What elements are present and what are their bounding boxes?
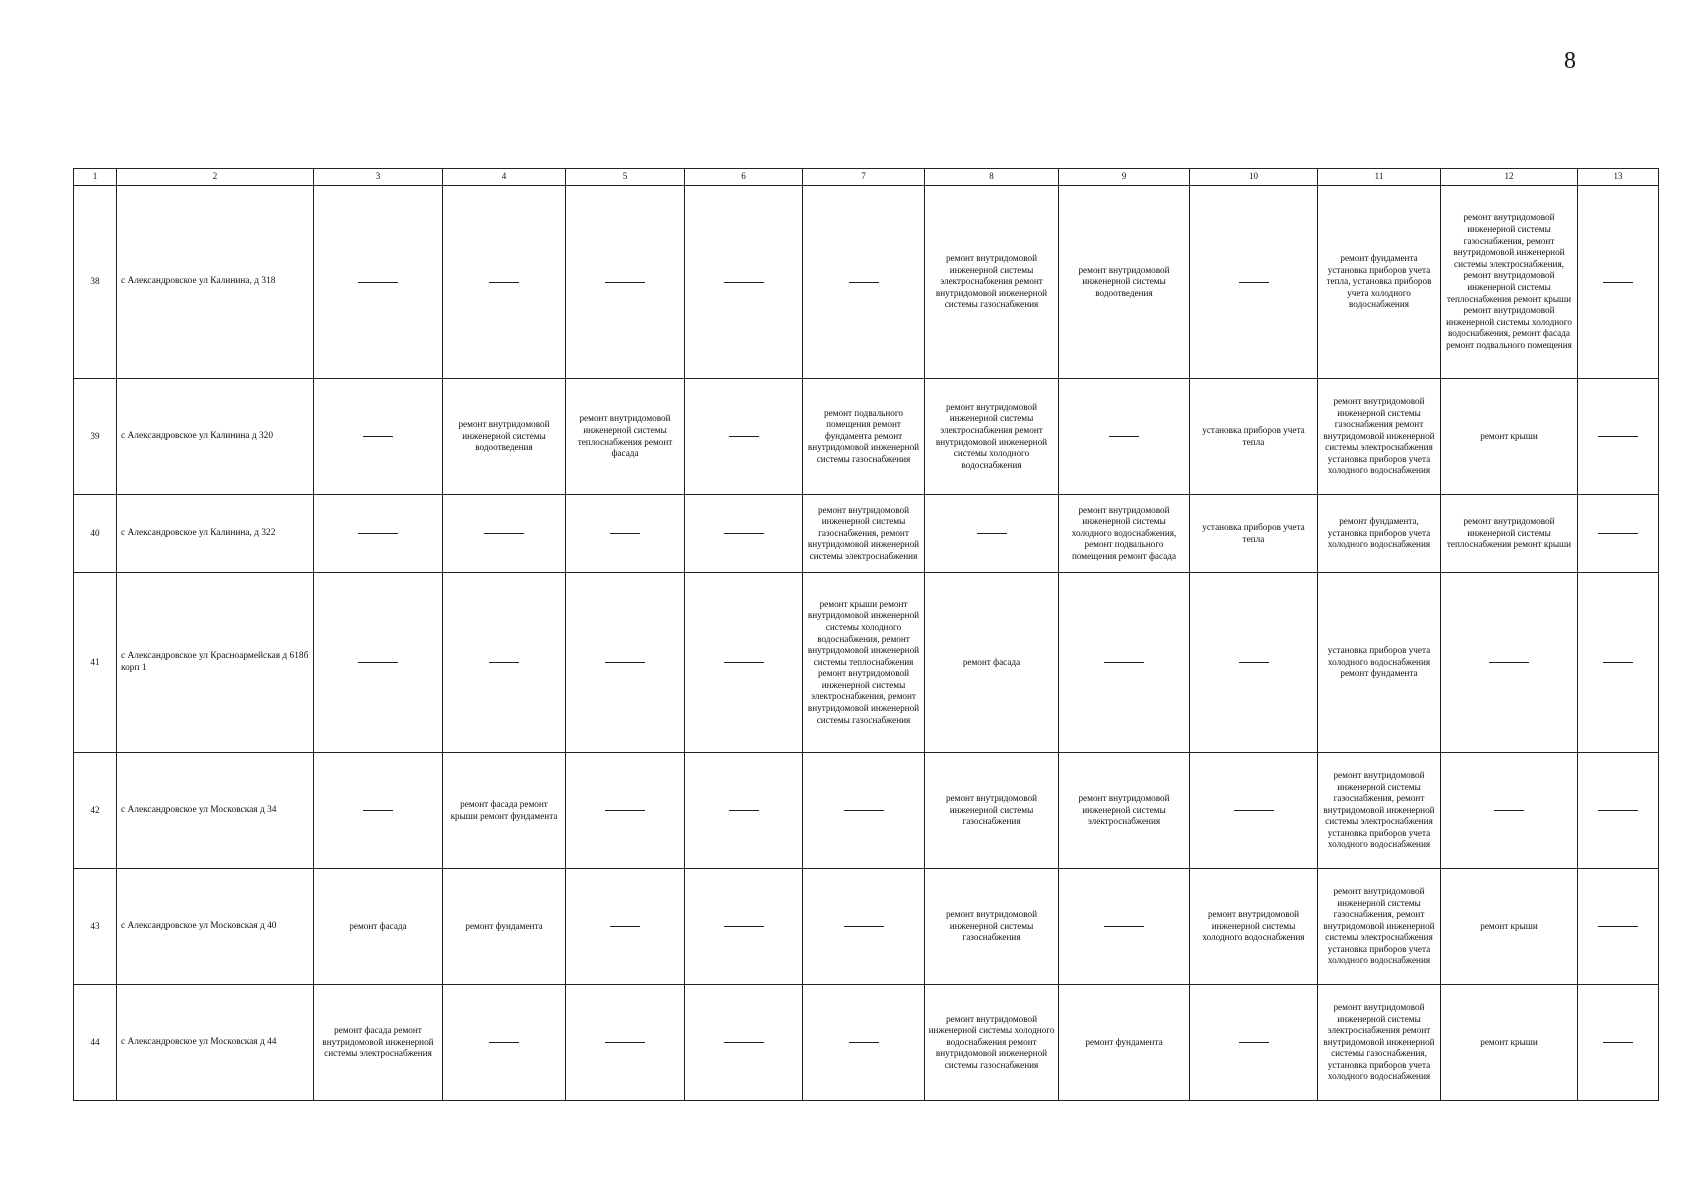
work-type-cell-col-8: ремонт внутридомовой инженерной системы холодного водоснабжения ремонт внутридомовой инженерной системы газоснабжения — [925, 985, 1059, 1101]
work-type-cell-col-8 — [925, 495, 1059, 573]
work-type-cell-col-3 — [314, 186, 443, 379]
dash-placeholder — [489, 282, 519, 283]
dash-placeholder — [363, 810, 393, 811]
column-number-11: 11 — [1318, 169, 1441, 186]
row-number-cell: 39 — [74, 379, 117, 495]
column-number-10: 10 — [1190, 169, 1318, 186]
dash-placeholder — [489, 662, 519, 663]
dash-placeholder — [358, 662, 398, 663]
dash-placeholder — [1598, 436, 1638, 437]
table-row — [74, 753, 1659, 869]
work-type-cell-col-4: ремонт внутридомовой инженерной системы водоотведения — [443, 379, 566, 495]
work-type-cell-col-12: ремонт крыши — [1441, 379, 1578, 495]
work-type-cell-col-10: установка приборов учета тепла — [1190, 379, 1318, 495]
column-number-12: 12 — [1441, 169, 1578, 186]
dash-placeholder — [1603, 1042, 1633, 1043]
work-type-cell-col-6 — [685, 869, 803, 985]
work-type-cell-col-3: ремонт фасада — [314, 869, 443, 985]
work-type-cell-col-10 — [1190, 573, 1318, 753]
dash-placeholder — [610, 926, 640, 927]
dash-placeholder — [1489, 662, 1529, 663]
work-type-cell-col-4: ремонт фасада ремонт крыши ремонт фундамента — [443, 753, 566, 869]
work-type-cell-col-7: ремонт крыши ремонт внутридомовой инженерной системы холодного водоснабжения, ремонт внутридомовой инженерной системы теплоснабжения ремонт внутридомовой инженерной системы электроснабжения, ремонт внутридомовой инженерной системы газоснабжения — [803, 573, 925, 753]
work-type-cell-col-11: ремонт внутридомовой инженерной системы газоснабжения, ремонт внутридомовой инженерной системы электроснабжения установка приборов учета холодного водоснабжения — [1318, 869, 1441, 985]
work-type-cell-col-12 — [1441, 753, 1578, 869]
work-type-cell-col-11: ремонт фундамента, установка приборов учета холодного водоснабжения — [1318, 495, 1441, 573]
address-cell: с Александровское ул Калинина д 320 — [117, 379, 314, 495]
row-number-cell: 41 — [74, 573, 117, 753]
work-type-cell-col-8: ремонт внутридомовой инженерной системы газоснабжения — [925, 753, 1059, 869]
work-type-cell-col-13 — [1578, 495, 1659, 573]
address-cell: с Александровское ул Московская д 40 — [117, 869, 314, 985]
dash-placeholder — [1234, 810, 1274, 811]
table-row — [74, 495, 1659, 573]
work-type-cell-col-5 — [566, 869, 685, 985]
address-cell: с Александровское ул Красноармейская д 618б корп 1 — [117, 573, 314, 753]
work-type-cell-col-7 — [803, 869, 925, 985]
work-type-cell-col-9: ремонт внутридомовой инженерной системы электроснабжения — [1059, 753, 1190, 869]
work-type-cell-col-5: ремонт внутридомовой инженерной системы теплоснабжения ремонт фасада — [566, 379, 685, 495]
work-type-cell-col-13 — [1578, 186, 1659, 379]
work-type-cell-col-8: ремонт внутридомовой инженерной системы электроснабжения ремонт внутридомовой инженерной системы холодного водоснабжения — [925, 379, 1059, 495]
dash-placeholder — [844, 810, 884, 811]
table-row — [74, 186, 1659, 379]
table-row — [74, 379, 1659, 495]
work-type-cell-col-9: ремонт внутридомовой инженерной системы водоотведения — [1059, 186, 1190, 379]
column-number-6: 6 — [685, 169, 803, 186]
column-number-8: 8 — [925, 169, 1059, 186]
row-number-cell: 38 — [74, 186, 117, 379]
work-type-cell-col-5 — [566, 495, 685, 573]
address-cell: с Александровское ул Калинина, д 318 — [117, 186, 314, 379]
dash-placeholder — [605, 810, 645, 811]
dash-placeholder — [1598, 533, 1638, 534]
repair-schedule-table — [73, 168, 1659, 1101]
work-type-cell-col-12: ремонт крыши — [1441, 869, 1578, 985]
work-type-cell-col-8: ремонт внутридомовой инженерной системы электроснабжения ремонт внутридомовой инженерной системы газоснабжения — [925, 186, 1059, 379]
work-type-cell-col-10 — [1190, 985, 1318, 1101]
dash-placeholder — [1598, 926, 1638, 927]
work-type-cell-col-6 — [685, 753, 803, 869]
work-type-cell-col-7 — [803, 186, 925, 379]
work-type-cell-col-4 — [443, 573, 566, 753]
work-type-cell-col-3 — [314, 573, 443, 753]
dash-placeholder — [849, 282, 879, 283]
dash-placeholder — [1104, 662, 1144, 663]
work-type-cell-col-9 — [1059, 379, 1190, 495]
column-number-header-row — [74, 169, 1659, 186]
column-number-13: 13 — [1578, 169, 1659, 186]
dash-placeholder — [1239, 282, 1269, 283]
column-number-2: 2 — [117, 169, 314, 186]
work-type-cell-col-7: ремонт внутридомовой инженерной системы газоснабжения, ремонт внутридомовой инженерной системы электроснабжения — [803, 495, 925, 573]
work-type-cell-col-8: ремонт внутридомовой инженерной системы газоснабжения — [925, 869, 1059, 985]
dash-placeholder — [358, 282, 398, 283]
dash-placeholder — [1598, 810, 1638, 811]
work-type-cell-col-9: ремонт фундамента — [1059, 985, 1190, 1101]
work-type-cell-col-13 — [1578, 573, 1659, 753]
dash-placeholder — [605, 282, 645, 283]
row-number-cell: 43 — [74, 869, 117, 985]
dash-placeholder — [1603, 662, 1633, 663]
table-row — [74, 869, 1659, 985]
column-number-9: 9 — [1059, 169, 1190, 186]
work-type-cell-col-13 — [1578, 753, 1659, 869]
dash-placeholder — [610, 533, 640, 534]
address-cell: с Александровское ул Калинина, д 322 — [117, 495, 314, 573]
work-type-cell-col-12: ремонт внутридомовой инженерной системы теплоснабжения ремонт крыши — [1441, 495, 1578, 573]
work-type-cell-col-13 — [1578, 379, 1659, 495]
work-type-cell-col-6 — [685, 186, 803, 379]
dash-placeholder — [724, 1042, 764, 1043]
table-row — [74, 985, 1659, 1101]
work-type-cell-col-10 — [1190, 753, 1318, 869]
work-type-cell-col-3: ремонт фасада ремонт внутридомовой инженерной системы электроснабжения — [314, 985, 443, 1101]
column-number-4: 4 — [443, 169, 566, 186]
work-type-cell-col-12: ремонт крыши — [1441, 985, 1578, 1101]
dash-placeholder — [724, 533, 764, 534]
work-type-cell-col-3 — [314, 379, 443, 495]
work-type-cell-col-12: ремонт внутридомовой инженерной системы газоснабжения, ремонт внутридомовой инженерной системы электроснабжения, ремонт внутридомовой инженерной системы теплоснабжения ремонт крыши ремонт внутридомовой инженерной системы холодного водоснабжения, ремонт фасада ремонт подвального помещения — [1441, 186, 1578, 379]
address-cell: с Александровское ул Московская д 44 — [117, 985, 314, 1101]
dash-placeholder — [849, 1042, 879, 1043]
dash-placeholder — [977, 533, 1007, 534]
dash-placeholder — [489, 1042, 519, 1043]
dash-placeholder — [844, 926, 884, 927]
work-type-cell-col-7 — [803, 753, 925, 869]
work-type-cell-col-6 — [685, 985, 803, 1101]
dash-placeholder — [1603, 282, 1633, 283]
work-type-cell-col-9: ремонт внутридомовой инженерной системы холодного водоснабжения, ремонт подвального помещения ремонт фасада — [1059, 495, 1190, 573]
work-type-cell-col-11: ремонт внутридомовой инженерной системы газоснабжения, ремонт внутридомовой инженерной системы электроснабжения установка приборов учета холодного водоснабжения — [1318, 753, 1441, 869]
dash-placeholder — [724, 926, 764, 927]
work-type-cell-col-6 — [685, 379, 803, 495]
work-type-cell-col-8: ремонт фасада — [925, 573, 1059, 753]
work-type-cell-col-13 — [1578, 869, 1659, 985]
dash-placeholder — [729, 436, 759, 437]
work-type-cell-col-3 — [314, 495, 443, 573]
address-cell: с Александровское ул Московская д 34 — [117, 753, 314, 869]
dash-placeholder — [1104, 926, 1144, 927]
work-type-cell-col-5 — [566, 186, 685, 379]
work-type-cell-col-9 — [1059, 573, 1190, 753]
row-number-cell: 42 — [74, 753, 117, 869]
work-type-cell-col-9 — [1059, 869, 1190, 985]
dash-placeholder — [724, 662, 764, 663]
work-type-cell-col-12 — [1441, 573, 1578, 753]
dash-placeholder — [1109, 436, 1139, 437]
dash-placeholder — [729, 810, 759, 811]
dash-placeholder — [484, 533, 524, 534]
work-type-cell-col-11: ремонт фундамента установка приборов учета тепла, установка приборов учета холодного водоснабжения — [1318, 186, 1441, 379]
work-type-cell-col-10: установка приборов учета тепла — [1190, 495, 1318, 573]
work-type-cell-col-5 — [566, 573, 685, 753]
work-type-cell-col-13 — [1578, 985, 1659, 1101]
dash-placeholder — [724, 282, 764, 283]
work-type-cell-col-4 — [443, 495, 566, 573]
table-row — [74, 573, 1659, 753]
dash-placeholder — [358, 533, 398, 534]
row-number-cell: 44 — [74, 985, 117, 1101]
work-type-cell-col-7 — [803, 985, 925, 1101]
work-type-cell-col-3 — [314, 753, 443, 869]
dash-placeholder — [1239, 662, 1269, 663]
column-number-3: 3 — [314, 169, 443, 186]
work-type-cell-col-6 — [685, 495, 803, 573]
work-type-cell-col-11: установка приборов учета холодного водоснабжения ремонт фундамента — [1318, 573, 1441, 753]
work-type-cell-col-11: ремонт внутридомовой инженерной системы электроснабжения ремонт внутридомовой инженерной системы газоснабжения, установка приборов учета холодного водоснабжения — [1318, 985, 1441, 1101]
work-type-cell-col-6 — [685, 573, 803, 753]
work-type-cell-col-7: ремонт подвального помещения ремонт фундамента ремонт внутридомовой инженерной системы газоснабжения — [803, 379, 925, 495]
page-number: 8 — [1564, 48, 1576, 74]
work-type-cell-col-5 — [566, 985, 685, 1101]
dash-placeholder — [605, 1042, 645, 1043]
work-type-cell-col-5 — [566, 753, 685, 869]
dash-placeholder — [1494, 810, 1524, 811]
work-type-cell-col-10 — [1190, 186, 1318, 379]
column-number-1: 1 — [74, 169, 117, 186]
work-type-cell-col-4: ремонт фундамента — [443, 869, 566, 985]
dash-placeholder — [363, 436, 393, 437]
column-number-7: 7 — [803, 169, 925, 186]
column-number-5: 5 — [566, 169, 685, 186]
row-number-cell: 40 — [74, 495, 117, 573]
work-type-cell-col-4 — [443, 985, 566, 1101]
work-type-cell-col-11: ремонт внутридомовой инженерной системы газоснабжения ремонт внутридомовой инженерной системы электроснабжения установка приборов учета холодного водоснабжения — [1318, 379, 1441, 495]
dash-placeholder — [1239, 1042, 1269, 1043]
dash-placeholder — [605, 662, 645, 663]
work-type-cell-col-4 — [443, 186, 566, 379]
work-type-cell-col-10: ремонт внутридомовой инженерной системы холодного водоснабжения — [1190, 869, 1318, 985]
